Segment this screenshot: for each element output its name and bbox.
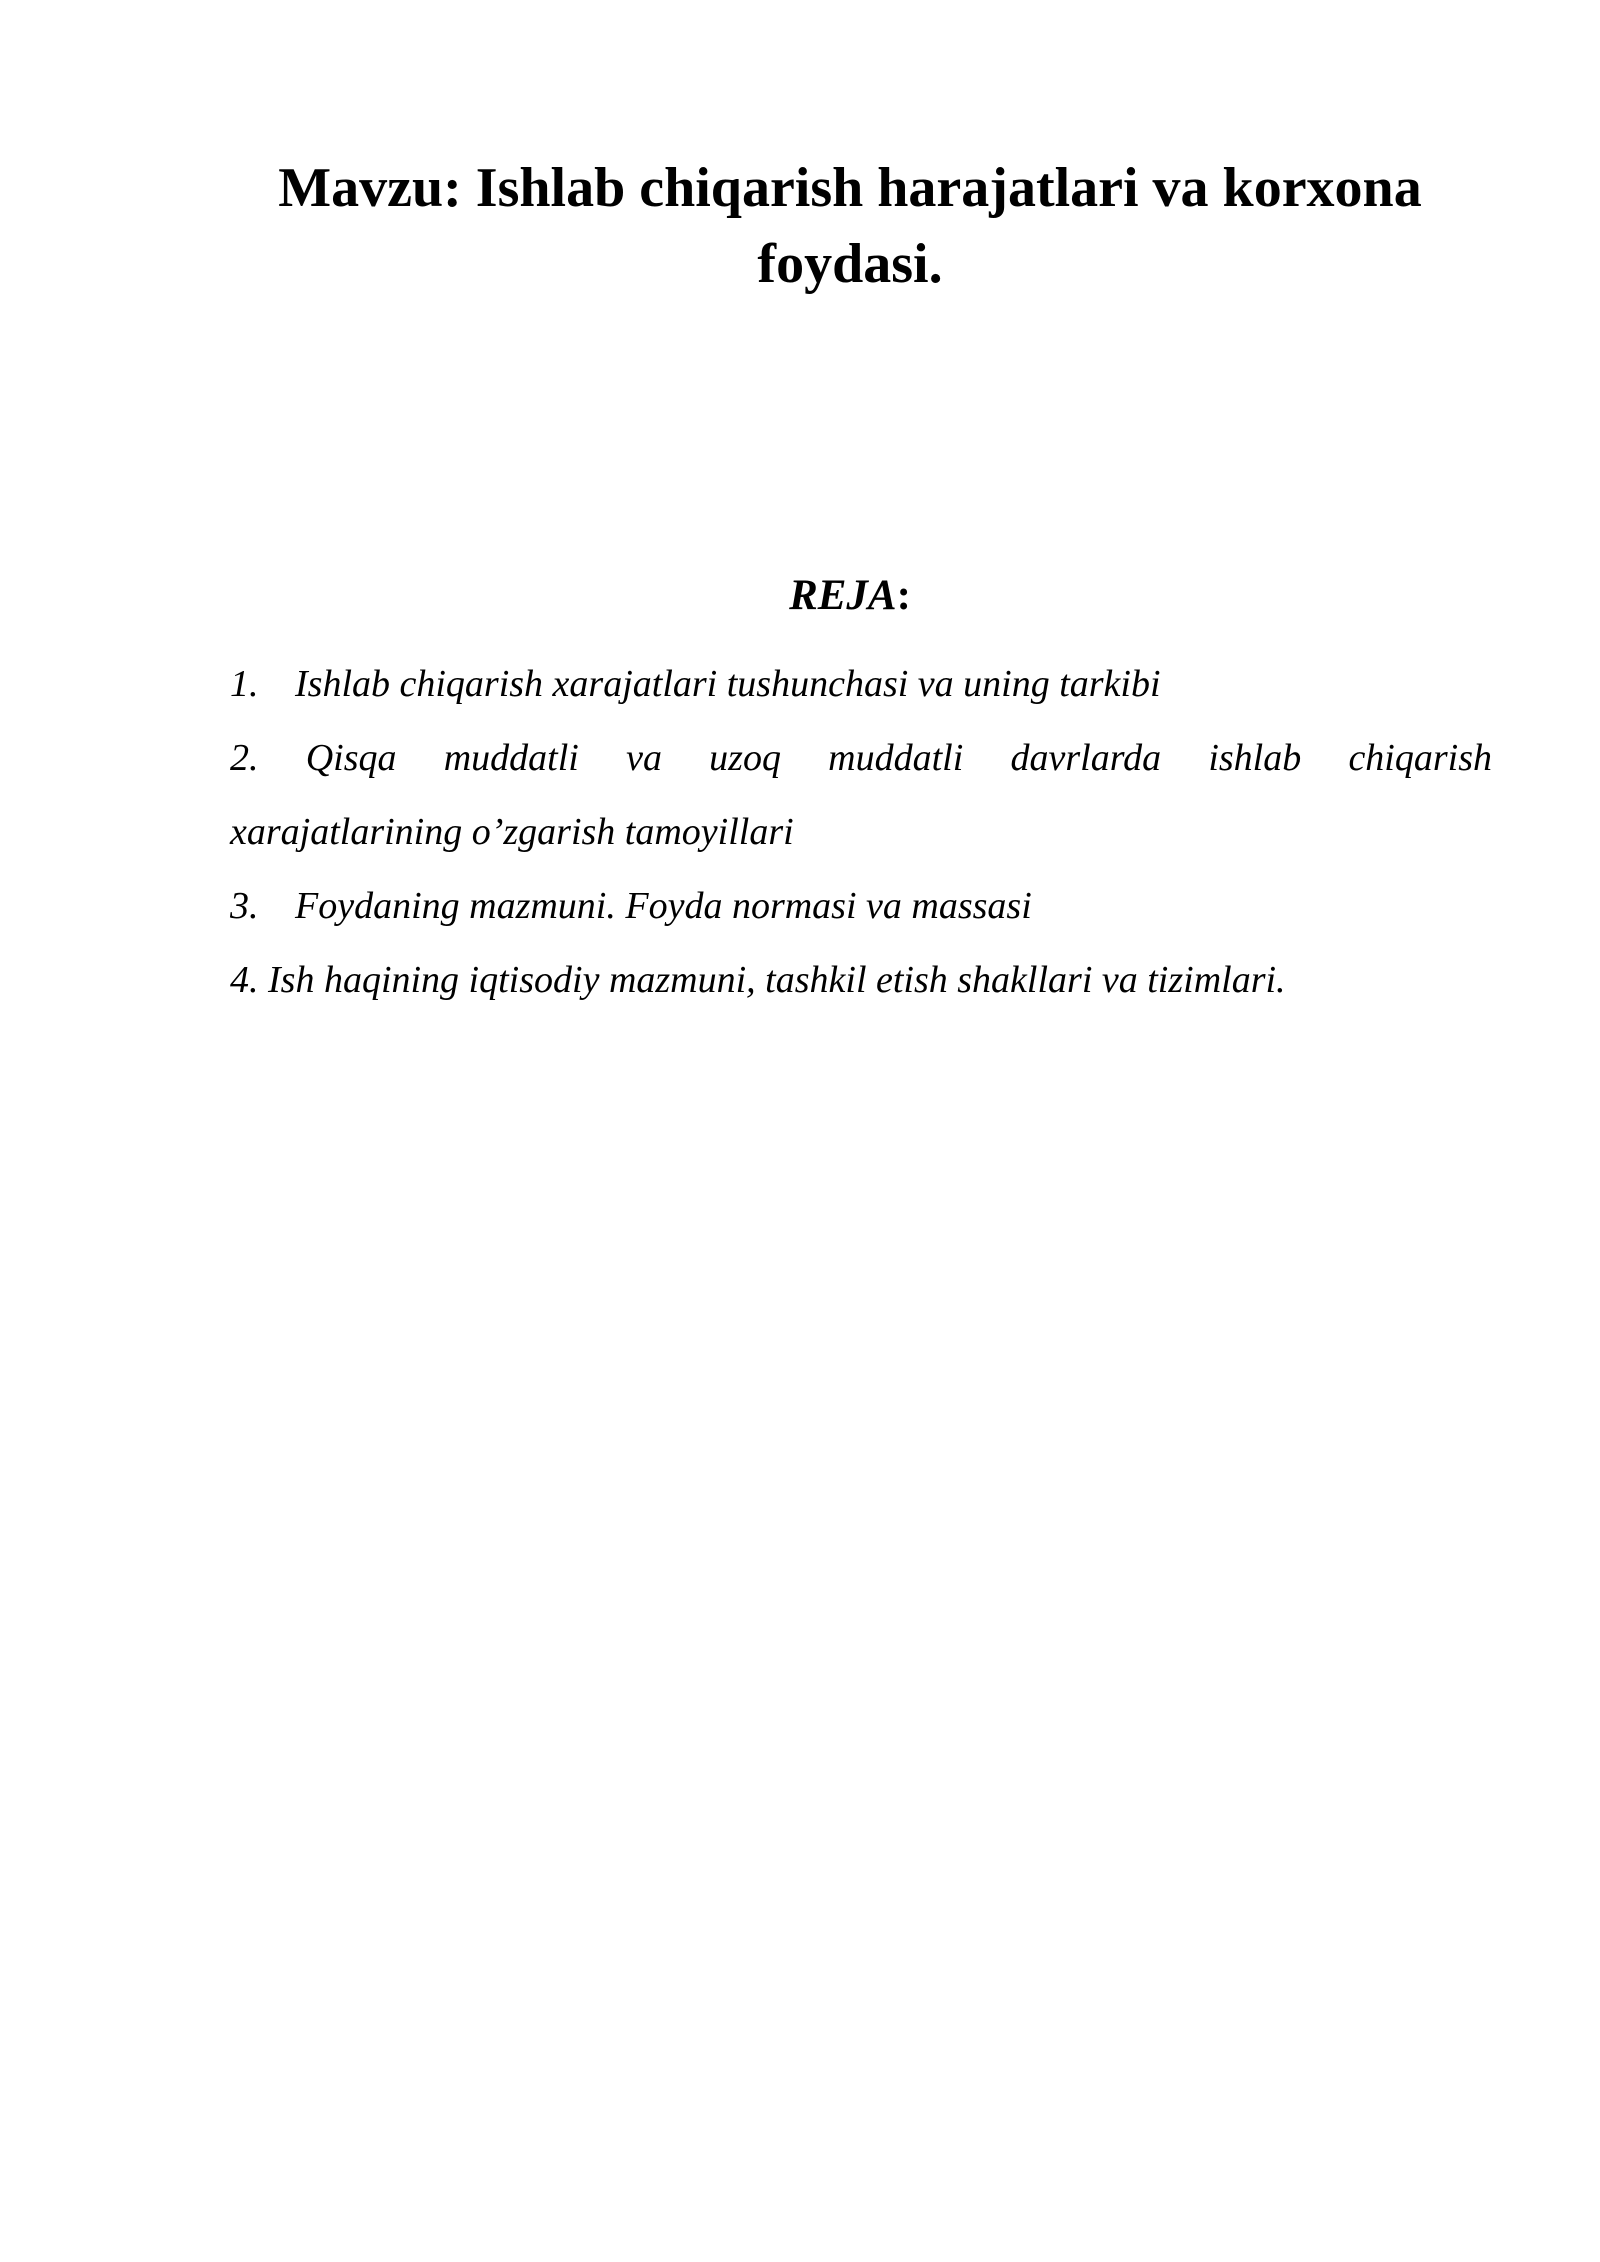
plan-list [230, 647, 1492, 1017]
plan-item-text: Ish haqining iqtisodiy mazmuni, tashkil etish shakllari va tizimlari. [268, 959, 1286, 1001]
plan-item-2-line-1 [230, 721, 1492, 795]
plan-item-text-line-1: Qisqa muddatli va uzoq muddatli davrlarda ishlab chiqarish [305, 737, 1493, 779]
plan-heading-word: REJA [789, 572, 897, 619]
plan-item-3 [230, 869, 1492, 943]
plan-item-number: 1. [230, 663, 259, 705]
plan-item-number: 4. [230, 959, 259, 1001]
plan-item-text-line-2: xarajatlarining o’zgarish tamoyillari [230, 811, 794, 853]
plan-heading-colon: : [896, 572, 911, 619]
plan-heading [230, 566, 1470, 626]
plan-item-2 [230, 721, 1492, 869]
document-title: Mavzu: Ishlab chiqarish harajatlari va korxona foydasi. [278, 157, 1422, 295]
plan-item-1 [230, 647, 1492, 721]
plan-item-text: Ishlab chiqarish xarajatlari tushunchasi va uning tarkibi [295, 663, 1161, 705]
plan-item-text: Foydaning mazmuni. Foyda normasi va massasi [295, 885, 1032, 927]
plan-item-number: 3. [230, 885, 259, 927]
plan-item-4 [230, 943, 1492, 1017]
plan-item-number: 2. [230, 737, 259, 779]
